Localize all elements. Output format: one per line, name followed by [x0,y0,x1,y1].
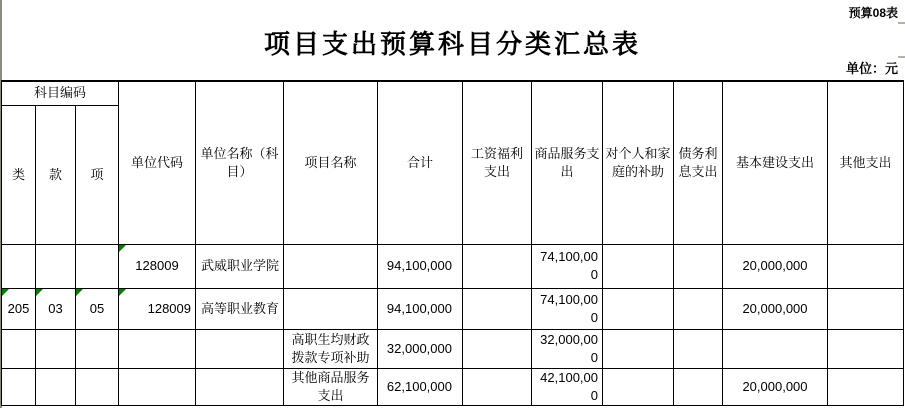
error-indicator-icon [36,289,43,296]
cell-debt-interest[interactable] [674,329,723,368]
cell-total[interactable]: 32,000,000 [378,329,463,368]
cell-debt-interest[interactable] [674,244,723,288]
col-header-total[interactable]: 合计 [378,81,463,244]
cell-subitem[interactable] [76,368,119,405]
cell-capital-construction[interactable] [723,329,828,368]
cell-unit-code[interactable] [119,368,196,405]
error-indicator-icon [119,289,126,296]
col-header-other[interactable]: 其他支出 [828,81,904,244]
cell-unit-name[interactable] [196,329,284,368]
cell-goods-services[interactable]: 42,100,000 [532,368,603,405]
sheet-number-label: 预算08表 [848,6,898,20]
cell-category[interactable] [2,368,36,405]
page-title: 项目支出预算科目分类汇总表 [263,30,641,59]
cell-individual-family[interactable] [603,329,674,368]
cell-other[interactable] [828,244,904,288]
cell-unit-code[interactable]: 128009 [119,288,196,329]
cell-individual-family[interactable] [603,288,674,329]
cell-capital-construction[interactable]: 20,000,000 [723,244,828,288]
cell-project-name[interactable]: 其他商品服务支出 [284,368,378,405]
cell-total[interactable]: 94,100,000 [378,288,463,329]
col-header-category[interactable]: 类 [2,105,36,244]
cell-capital-construction[interactable]: 20,000,000 [723,288,828,329]
cell-subitem[interactable] [76,244,119,288]
table-row [2,244,904,288]
cell-debt-interest[interactable] [674,288,723,329]
cell-goods-services[interactable]: 74,100,000 [532,244,603,288]
cell-category[interactable]: 205 [2,288,36,329]
table-row [2,288,904,329]
cell-item[interactable] [36,329,76,368]
col-header-subitem[interactable]: 项 [76,105,119,244]
cell-total[interactable]: 94,100,000 [378,244,463,288]
cell-wage-welfare[interactable] [463,244,532,288]
cell-individual-family[interactable] [603,368,674,405]
cell-unit-name[interactable] [196,368,284,405]
cell-wage-welfare[interactable] [463,329,532,368]
col-header-capital-construction[interactable]: 基本建设支出 [723,81,828,244]
cell-wage-welfare[interactable] [463,368,532,405]
col-header-item[interactable]: 款 [36,105,76,244]
cell-capital-construction[interactable]: 20,000,000 [723,368,828,405]
cell-project-name[interactable] [284,244,378,288]
col-header-unit-code[interactable]: 单位代码 [119,81,196,244]
cell-subitem[interactable]: 05 [76,288,119,329]
error-indicator-icon [2,289,9,296]
table-row [2,329,904,368]
cell-wage-welfare[interactable] [463,288,532,329]
error-indicator-icon [119,245,126,252]
col-header-subject-code-group[interactable]: 科目编码 [2,81,119,105]
col-header-individual-family[interactable]: 对个人和家庭的补助 [603,81,674,244]
cell-other[interactable] [828,329,904,368]
cell-category[interactable] [2,329,36,368]
cell-goods-services[interactable]: 32,000,000 [532,329,603,368]
cell-project-name[interactable] [284,288,378,329]
cell-category[interactable] [2,244,36,288]
cell-item[interactable] [36,244,76,288]
cell-item[interactable]: 03 [36,288,76,329]
col-header-unit-name[interactable]: 单位名称（科目） [196,81,284,244]
cell-project-name[interactable]: 高职生均财政拨款专项补助 [284,329,378,368]
unit-label: 单位：元 [845,61,898,76]
col-header-project-name[interactable]: 项目名称 [284,81,378,244]
cell-other[interactable] [828,368,904,405]
col-header-wage-welfare[interactable]: 工资福利支出 [463,81,532,244]
col-header-goods-services[interactable]: 商品服务支出 [532,81,603,244]
cell-goods-services[interactable]: 74,100,000 [532,288,603,329]
budget-summary-table [1,80,904,406]
cell-total[interactable]: 62,100,000 [378,368,463,405]
cell-debt-interest[interactable] [674,368,723,405]
cell-individual-family[interactable] [603,244,674,288]
error-indicator-icon [76,289,83,296]
cell-item[interactable] [36,368,76,405]
cell-other[interactable] [828,288,904,329]
cell-unit-code[interactable]: 128009 [119,244,196,288]
cell-unit-code[interactable] [119,329,196,368]
cell-subitem[interactable] [76,329,119,368]
table-row [2,368,904,405]
cell-unit-name[interactable]: 武威职业学院 [196,244,284,288]
cell-unit-name[interactable]: 高等职业教育 [196,288,284,329]
col-header-debt-interest[interactable]: 债务利息支出 [674,81,723,244]
